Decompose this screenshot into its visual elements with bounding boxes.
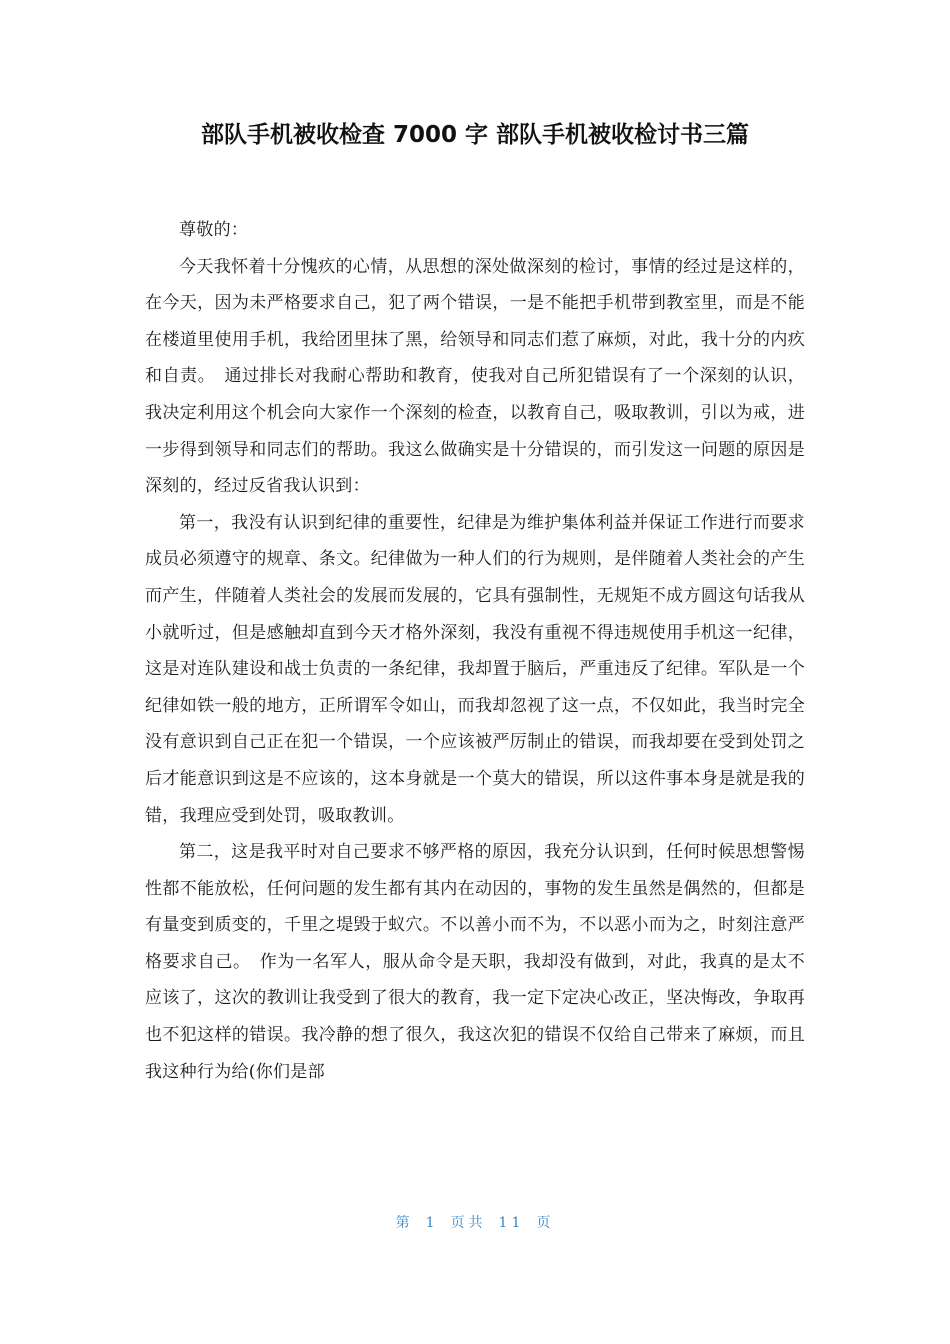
body-paragraph: 今天我怀着十分愧疚的心情，从思想的深处做深刻的检讨，事情的经过是这样的，在今天，因为未严格要求自己，犯了两个错误，一是不能把手机带到教室里，而是不能在楼道里使用手机，我给团里抹了黑，给领导和同志们惹了麻烦，对此，我十分的内疚和自责。 通过排长对我耐心帮助和教育，使我对自己所犯错误有了一个深刻的认识，我决定利用这个机会向大家作一个深刻的检查，以教育自己，吸取教训，引以为戒，进一步得到领导和同志们的帮助。我这么做确实是十分错误的，而引发这一问题的原因是深刻的，经过反省我认识到： bbox=[145, 256, 805, 497]
page-number-footer bbox=[0, 1212, 950, 1232]
document-title: 部队手机被收检查 7000 字 部队手机被收检讨书三篇 bbox=[200, 122, 750, 148]
current-page-number: 1 bbox=[425, 1215, 439, 1231]
body-paragraph: 第一，我没有认识到纪律的重要性，纪律是为维护集体利益并保证工作进行而要求成员必须遵守的规章、条文。纪律做为一种人们的行为规则，是伴随着人类社会的产生而产生，伴随着人类社会的发展而发展的，它具有强制性，无规矩不成方圆这句话我从小就听过，但是感触却直到今天才格外深刻，我没有重视不得违规使用手机这一纪律，这是对连队建设和战士负责的一条纪律，我却置于脑后，严重违反了纪律。军队是一个纪律如铁一般的地方，正所谓军令如山，而我却忽视了这一点，不仅如此，我当时完全没有意识到自己正在犯一个错误，一个应该被严厉制止的错误，而我却要在受到处罚之后才能意识到这是不应该的，这本身就是一个莫大的错误，所以这件事本身是就是我的错，我理应受到处罚，吸取教训。 bbox=[145, 512, 805, 826]
page-label-prefix: 第 bbox=[395, 1215, 414, 1231]
document-body bbox=[145, 212, 805, 1090]
body-paragraph: 第二，这是我平时对自己要求不够严格的原因，我充分认识到，任何时候思想警惕性都不能放松，任何问题的发生都有其内在动因的，事物的发生虽然是偶然的，但都是有量变到质变的，千里之堤毁于蚁穴。不以善小而不为，不以恶小而为之，时刻注意严格要求自己。 作为一名军人，服从命令是天职，我却没有做到，对此，我真的是太不应该了，这次的教训让我受到了很大的教育，我一定下定决心改正，坚决悔改，争取再也不犯这样的错误。我冷静的想了很久，我这次犯的错误不仅给自己带来了麻烦，而且我这种行为给(你们是部 bbox=[145, 842, 805, 1082]
page-label-mid: 页共 bbox=[450, 1215, 487, 1231]
total-pages-number: 11 bbox=[498, 1215, 525, 1231]
page-label-suffix: 页 bbox=[536, 1215, 555, 1231]
salutation-paragraph: 尊敬的： bbox=[179, 220, 249, 240]
